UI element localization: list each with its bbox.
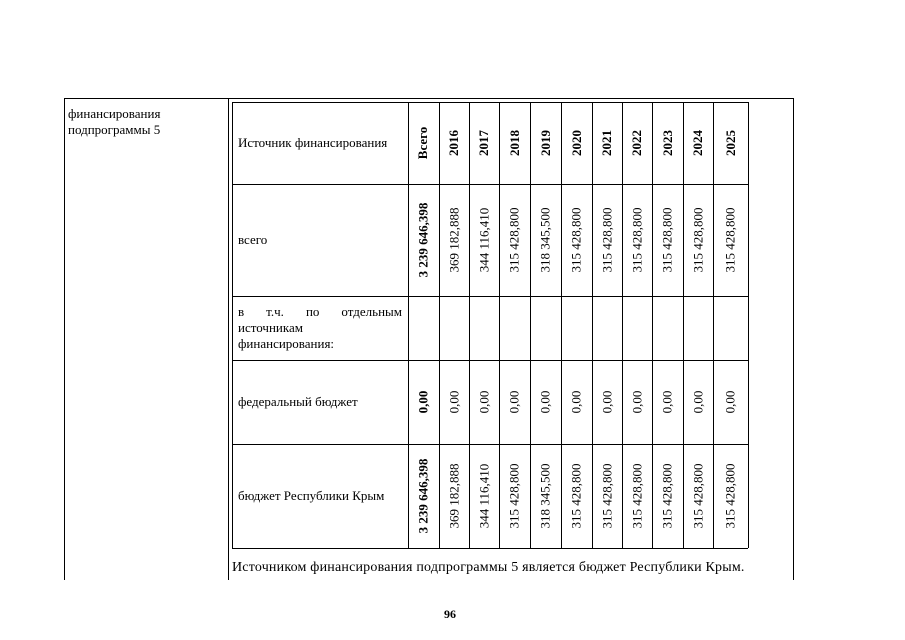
cell-0-1	[439, 184, 469, 296]
cell-3-9	[683, 444, 713, 548]
cell-3-8	[652, 444, 683, 548]
cell-0-1-text: 369 182,888	[446, 207, 461, 273]
table-hline-5	[232, 548, 748, 549]
cell-0-7	[622, 184, 652, 296]
cell-0-4	[530, 184, 561, 296]
cell-2-6	[592, 360, 622, 444]
cell-2-8	[652, 360, 683, 444]
cell-3-2	[469, 444, 499, 548]
column-header-0	[408, 102, 439, 184]
cell-0-0-text: 3 239 646,398	[415, 202, 431, 278]
cell-3-4-text: 318 345,500	[537, 463, 553, 529]
column-header-6-text: 2021	[599, 130, 614, 156]
column-header-9-text: 2024	[690, 130, 705, 156]
cell-3-1	[439, 444, 469, 548]
cell-2-3	[499, 360, 530, 444]
cell-0-4-text: 318 345,500	[537, 207, 553, 273]
cell-2-7-text: 0,00	[629, 390, 644, 414]
cell-0-10-text: 315 428,800	[722, 207, 738, 273]
cell-0-9	[683, 184, 713, 296]
cell-3-6-text: 315 428,800	[599, 463, 614, 529]
column-header-1-text: 2016	[446, 130, 461, 156]
cell-2-4-text: 0,00	[537, 390, 553, 414]
cell-2-1	[439, 360, 469, 444]
column-header-0-text: Всего	[415, 126, 431, 160]
top-border	[64, 98, 794, 99]
cell-3-10	[713, 444, 748, 548]
footer-note: Источником финансирования подпрограммы 5 является бюджет Республики Крым.	[232, 560, 745, 575]
cell-3-4	[530, 444, 561, 548]
cell-2-2	[469, 360, 499, 444]
cell-0-2	[469, 184, 499, 296]
row-label-2: федеральный бюджет	[238, 394, 358, 409]
column-header-4	[530, 102, 561, 184]
left-label: финансирования подпрограммы 5	[68, 106, 161, 137]
cell-3-6	[592, 444, 622, 548]
cell-3-1-text: 369 182,888	[446, 463, 461, 529]
column-header-7-text: 2022	[629, 130, 644, 156]
column-header-5	[561, 102, 592, 184]
cell-2-1-text: 0,00	[446, 390, 461, 414]
cell-3-2-text: 344 116,410	[476, 463, 491, 529]
cell-0-6	[592, 184, 622, 296]
cell-3-3-text: 315 428,800	[506, 463, 522, 529]
column-header-3	[499, 102, 530, 184]
table-vline-0	[232, 102, 233, 548]
column-header-8-text: 2023	[659, 130, 675, 156]
cell-3-10-text: 315 428,800	[722, 463, 738, 529]
column-header-9	[683, 102, 713, 184]
row-label-1: в т.ч. по отдельным источникам финансирования:	[238, 304, 402, 351]
cell-2-10-text: 0,00	[722, 390, 738, 414]
cell-0-6-text: 315 428,800	[599, 207, 614, 273]
cell-3-3	[499, 444, 530, 548]
cell-3-5-text: 315 428,800	[568, 463, 584, 529]
cell-2-8-text: 0,00	[659, 390, 675, 414]
cell-0-8	[652, 184, 683, 296]
cell-2-0-text: 0,00	[415, 390, 431, 414]
cell-3-7	[622, 444, 652, 548]
cell-0-10	[713, 184, 748, 296]
page-number: 96	[444, 607, 456, 621]
cell-0-5	[561, 184, 592, 296]
cell-2-9-text: 0,00	[690, 390, 705, 414]
divider-left-column	[228, 98, 229, 580]
left-border	[64, 98, 65, 580]
column-header-4-text: 2019	[537, 130, 553, 156]
cell-2-9	[683, 360, 713, 444]
cell-2-3-text: 0,00	[506, 390, 522, 414]
row-label-3: бюджет Республики Крым	[238, 488, 385, 503]
column-header-8	[652, 102, 683, 184]
cell-3-0-text: 3 239 646,398	[415, 458, 431, 534]
column-header-10-text: 2025	[722, 130, 738, 156]
column-header-3-text: 2018	[506, 130, 522, 156]
cell-3-7-text: 315 428,800	[629, 463, 644, 529]
cell-2-5-text: 0,00	[568, 390, 584, 414]
cell-0-9-text: 315 428,800	[690, 207, 705, 273]
cell-3-0	[408, 444, 439, 548]
column-header-2-text: 2017	[476, 130, 491, 156]
cell-0-3	[499, 184, 530, 296]
cell-0-7-text: 315 428,800	[629, 207, 644, 273]
cell-2-5	[561, 360, 592, 444]
header-source-label: Источник финансирования	[238, 135, 388, 150]
cell-0-3-text: 315 428,800	[506, 207, 522, 273]
column-header-5-text: 2020	[568, 130, 584, 156]
cell-0-2-text: 344 116,410	[476, 207, 491, 273]
column-header-1	[439, 102, 469, 184]
cell-2-4	[530, 360, 561, 444]
cell-2-7	[622, 360, 652, 444]
cell-0-5-text: 315 428,800	[568, 207, 584, 273]
table-vline-12	[748, 102, 749, 548]
column-header-2	[469, 102, 499, 184]
cell-0-0	[408, 184, 439, 296]
right-border	[793, 98, 794, 580]
cell-0-8-text: 315 428,800	[659, 207, 675, 273]
cell-3-9-text: 315 428,800	[690, 463, 705, 529]
cell-3-5	[561, 444, 592, 548]
row-label-0: всего	[238, 232, 268, 247]
cell-2-6-text: 0,00	[599, 390, 614, 414]
column-header-7	[622, 102, 652, 184]
column-header-10	[713, 102, 748, 184]
cell-2-2-text: 0,00	[476, 390, 491, 414]
column-header-6	[592, 102, 622, 184]
cell-2-10	[713, 360, 748, 444]
cell-3-8-text: 315 428,800	[659, 463, 675, 529]
cell-2-0	[408, 360, 439, 444]
